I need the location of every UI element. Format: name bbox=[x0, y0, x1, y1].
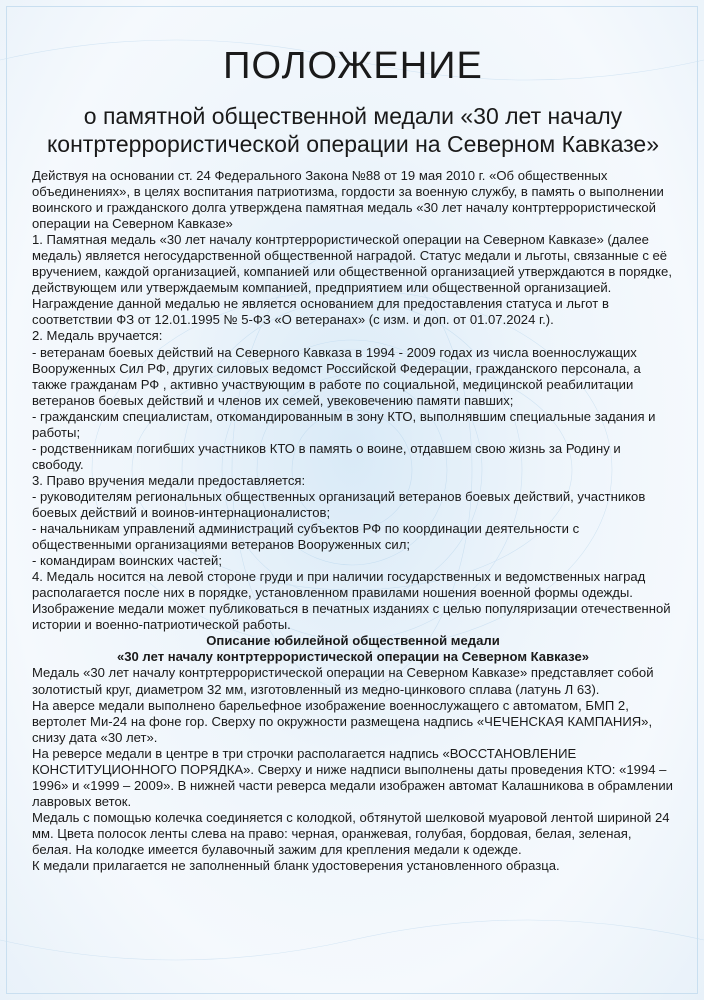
list-item-civilian-specialists: - гражданским специалистам, откомандированным в зону КТО, выполнявшим специальные задания и работы; bbox=[32, 408, 656, 440]
paragraph-clause-1: 1. Памятная медаль «30 лет началу контртеррористической операции на Северном Кавказе» (далее медаль) является негосударственной общественной наградой. Статус медали и льготы, связанные с её вручением, каждой организацией, компанией или общественной организацией утверждаются в порядке, действующем или утверждаемым компанией, предприятием или общественной организацией. Награждение данной медалью не является основанием для предоставления статуса и льгот в соответствии ФЗ от 12.01.1995 № 5-ФЗ «О ветеранах» (с изм. и доп. от 01.07.2024 г.). bbox=[32, 232, 672, 328]
description-certificate: К медали прилагается не заполненный бланк удостоверения установленного образца. bbox=[32, 858, 560, 874]
description-general: Медаль «30 лет началу контртеррористической операции на Северном Кавказе» представляет собой золотистый круг, диаметром 32 мм, изготовленный из медно-цинкового сплава (латунь Л 63). bbox=[32, 665, 654, 697]
list-item-relatives: - родственникам погибших участников КТО в память о воине, отдавшем свою жизнь за Родину и свободу. bbox=[32, 440, 621, 472]
list-item-org-leaders: - руководителям региональных общественных организаций ветеранов боевых действий, участников боевых действий и воинов-интернационалистов; bbox=[32, 488, 646, 520]
subtitle-line-2: контртеррористической операции на Северном Кавказе» bbox=[46, 131, 659, 157]
subtitle-line-1: о памятной общественной медали «30 лет началу bbox=[83, 103, 623, 129]
page-subtitle bbox=[32, 102, 674, 158]
paragraph-clause-2-heading: 2. Медаль вручается: bbox=[32, 328, 163, 344]
list-item-administration-heads: - начальникам управлений администраций субъектов РФ по координации деятельности с общественными организациями ветеранов Вооруженных сил; bbox=[32, 521, 580, 553]
page-title: ПОЛОЖЕНИЕ bbox=[223, 45, 483, 87]
description-heading bbox=[32, 633, 674, 665]
list-item-commanders: - командирам воинских частей; bbox=[32, 553, 222, 569]
document-body bbox=[32, 168, 674, 874]
paragraph-clause-3-heading: 3. Право вручения медали предоставляется: bbox=[32, 472, 306, 488]
description-reverse: На реверсе медали в центре в три строчки располагается надпись «ВОССТАНОВЛЕНИЕ КОНСТИТУЦИОННОГО ПОРЯДКА». Сверху и ниже надписи выполнены даты проведения КТО: «1994 – 1996» и «1999 – 2009». В нижней части реверса медали изображен автомат Калашникова в обрамлении лавровых веток. bbox=[32, 745, 673, 809]
list-item-veterans: - ветеранам боевых действий на Северного Кавказа в 1994 - 2009 годах из числа военнослужащих Вооруженных Сил РФ, других силовых ведомст Российской Федерации, гражданского персонала, а также гражданам РФ , активно участвующим в работе по социальной, медицинской реабилитации ветеранов боевых действий и членов их семей, увековечению памяти павших; bbox=[32, 344, 641, 408]
paragraph-preamble: Действуя на основании ст. 24 Федерального Закона №88 от 19 мая 2010 г. «Об общественных объединениях», в целях воспитания патриотизма, гордости за военную службу, в память о выполнении воинского и гражданского долга утверждена памятная медаль «30 лет началу контртеррористической операции на Северном Кавказе» bbox=[32, 168, 664, 232]
description-obverse: На аверсе медали выполнено барельефное изображение военнослужащего с автоматом, БМП 2, вертолет Ми-24 на фоне гор. Сверху по окружности размещена надпись «ЧЕЧЕНСКАЯ КАМПАНИЯ», снизу дата «30 лет». bbox=[32, 697, 653, 745]
paragraph-clause-4: 4. Медаль носится на левой стороне груди и при наличии государственных и ведомственных наград располагается после них в порядке, установленном правилами ношения военной формы одежды. bbox=[32, 569, 646, 601]
description-ribbon: Медаль с помощью колечка соединяется с колодкой, обтянутой шелковой муаровой лентой шириной 24 мм. Цвета полосок ленты слева на право: черная, оранжевая, голубая, бордовая, белая, зеленая, белая. На колодке имеется булавочный зажим для крепления медали к одежде. bbox=[32, 809, 670, 857]
description-heading-line-1: Описание юбилейной общественной медали bbox=[206, 633, 500, 649]
description-heading-line-2: «30 лет началу контртеррористической операции на Северном Кавказе» bbox=[116, 649, 590, 665]
paragraph-publication: Изображение медали может публиковаться в печатных изданиях с целью популяризации отечественной истории и военно-патриотической работы. bbox=[32, 601, 671, 633]
